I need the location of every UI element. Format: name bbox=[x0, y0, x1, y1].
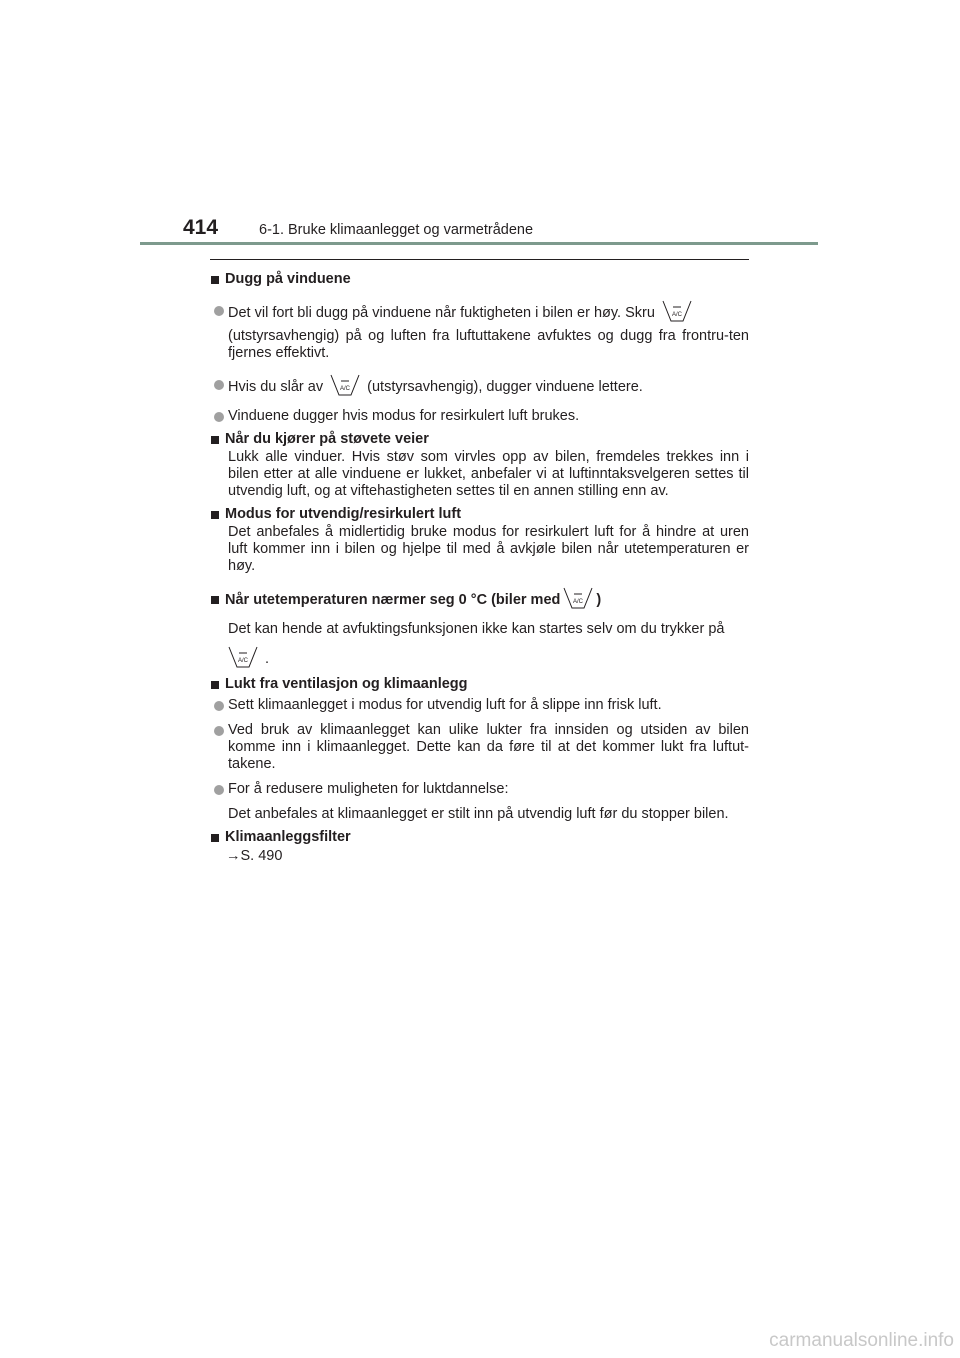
list-item-text: Hvis du slår av bbox=[228, 378, 324, 395]
page-number: 414 bbox=[183, 216, 219, 239]
ac-button-icon bbox=[563, 587, 593, 609]
heading-text: Dugg på vinduene bbox=[225, 271, 351, 287]
heading-text: Klimaanleggsfilter bbox=[225, 829, 351, 845]
list-item-continuation bbox=[210, 806, 749, 823]
heading-text: ) bbox=[596, 591, 602, 608]
circle-bullet-icon bbox=[214, 785, 224, 795]
square-bullet-icon bbox=[211, 276, 219, 284]
paragraph bbox=[210, 621, 749, 638]
heading-lukt bbox=[210, 676, 749, 693]
heading-text: Når utetemperaturen nærmer seg 0 °C (biler med bbox=[225, 591, 561, 608]
list-item bbox=[210, 302, 749, 324]
list-item-text: Det anbefales at klimaanlegget er stilt inn på utvendig luft før du stopper bilen. bbox=[228, 806, 729, 822]
list-item-text: (utstyrsavhengig), dugger vinduene lettere. bbox=[367, 378, 643, 395]
page-content bbox=[210, 265, 749, 865]
heading-stovete-veier bbox=[210, 431, 749, 448]
heading-dugg bbox=[210, 271, 749, 288]
circle-bullet-icon bbox=[214, 306, 224, 316]
heading-text: Modus for utvendig/resirkulert luft bbox=[225, 506, 462, 522]
page-reference-text: S. 490 bbox=[240, 848, 283, 864]
circle-bullet-icon bbox=[214, 380, 224, 390]
section-divider bbox=[210, 259, 749, 260]
list-item bbox=[210, 781, 749, 798]
list-item bbox=[210, 376, 749, 398]
list-item bbox=[210, 722, 749, 773]
heading-text: Lukt fra ventilasjon og klimaanlegg bbox=[225, 676, 468, 692]
svg-text:A/C: A/C bbox=[237, 658, 249, 664]
ac-button-icon bbox=[330, 374, 360, 396]
section-title: 6-1. Bruke klimaanlegget og varmetrådene bbox=[259, 222, 534, 238]
list-item-text: Ved bruk av klimaanlegget kan ulike lukter fra innsiden og utsiden av bilen komme inn i klimaanlegget. Dette kan da føre til at det kommer lukt fra luftut-takene. bbox=[228, 722, 749, 772]
circle-bullet-icon bbox=[214, 412, 224, 422]
list-item bbox=[210, 408, 749, 425]
paragraph bbox=[210, 648, 749, 670]
heading-text: Når du kjører på støvete veier bbox=[225, 431, 429, 447]
watermark-text: carmanualsonline.info bbox=[769, 1330, 954, 1351]
svg-text:A/C: A/C bbox=[573, 599, 584, 605]
heading-filter bbox=[210, 829, 749, 846]
square-bullet-icon bbox=[211, 511, 219, 519]
list-item-text: Det vil fort bli dugg på vinduene når fuktigheten i bilen er høy. Skru bbox=[228, 304, 655, 321]
square-bullet-icon bbox=[211, 681, 219, 689]
list-item-text: (utstyrsavhengig) på og luften fra luftuttakene avfuktes og dugg fra frontru-ten fjernes effektivt. bbox=[228, 328, 749, 361]
ac-button-icon bbox=[228, 646, 258, 668]
svg-text:A/C: A/C bbox=[340, 386, 351, 392]
paragraph-text: Det kan hende at avfuktingsfunksjonen ikke kan startes selv om du trykker på bbox=[228, 621, 725, 637]
list-item-text: For å redusere muligheten for luktdannelse: bbox=[228, 781, 509, 797]
paragraph bbox=[210, 449, 749, 500]
list-item-continuation bbox=[210, 328, 749, 362]
heading-utvendig-resirkulert bbox=[210, 506, 749, 523]
heading-utetemperatur bbox=[210, 589, 749, 611]
list-item bbox=[210, 697, 749, 714]
paragraph-text: Det anbefales å midlertidig bruke modus for resirkulert luft for å hindre at uren luft kommer inn i bilen og hjelpe til med å avkjøle bilen når utetemperaturen er høy. bbox=[228, 524, 749, 574]
square-bullet-icon bbox=[211, 596, 219, 604]
ac-button-icon bbox=[662, 300, 692, 322]
paragraph bbox=[210, 524, 749, 575]
paragraph-text: Lukk alle vinduer. Hvis støv som virvles opp av bilen, fremdeles trekkes inn i bilen etter at alle vinduene er lukket, anbefaler vi at luftinntaksvelgeren settes til utvendig luft, og at viftehastigheten settes til en annen stilling enn av. bbox=[228, 449, 749, 499]
paragraph-text: . bbox=[265, 650, 270, 667]
circle-bullet-icon bbox=[214, 701, 224, 711]
page-reference-link[interactable] bbox=[210, 848, 749, 865]
arrow-right-icon: → bbox=[226, 848, 241, 864]
svg-text:A/C: A/C bbox=[671, 312, 682, 318]
square-bullet-icon bbox=[211, 834, 219, 842]
list-item-text: Vinduene dugger hvis modus for resirkulert luft brukes. bbox=[228, 408, 580, 424]
list-item-text: Sett klimaanlegget i modus for utvendig luft for å slippe inn frisk luft. bbox=[228, 697, 662, 713]
header-rule bbox=[140, 242, 818, 245]
watermark bbox=[0, 1330, 960, 1352]
square-bullet-icon bbox=[211, 436, 219, 444]
circle-bullet-icon bbox=[214, 726, 224, 736]
